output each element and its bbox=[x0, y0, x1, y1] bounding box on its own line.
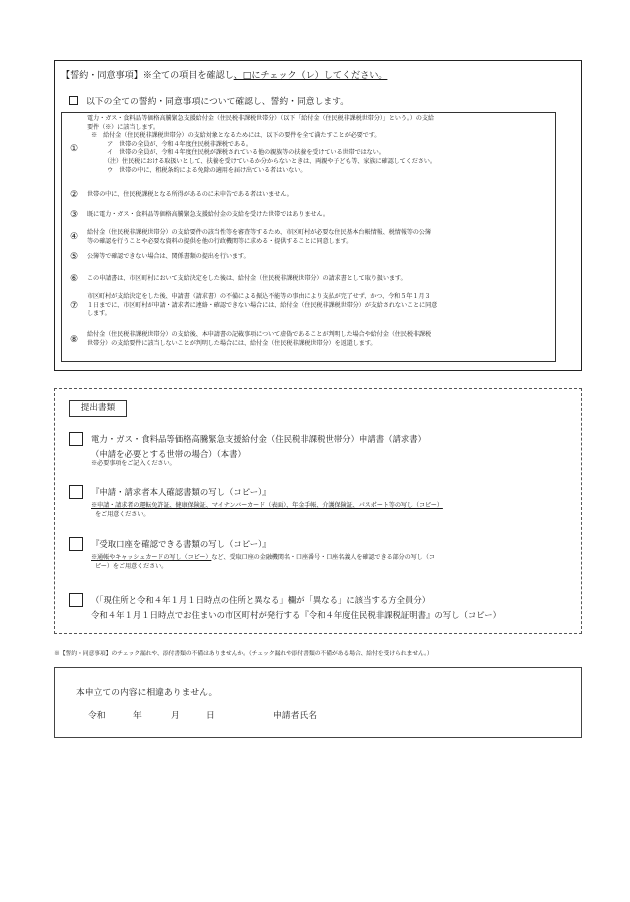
footnote: ※【誓約・同意事項】のチェック漏れや、添付書類の不備はありませんか。（チェック漏れや添付書類の不備がある場合、給付を受けられません。） bbox=[54, 651, 433, 657]
date-day: 日 bbox=[206, 711, 215, 721]
pledge-item-line: 電力・ガス・食料品等価格高騰緊急支援給付金（住民税非課税世帯分）（以下「給付金（住民税非課税世帯分）」という。）の支給 bbox=[87, 115, 434, 122]
pledge-item-number: ⑧ bbox=[69, 335, 79, 345]
agree-row bbox=[69, 94, 349, 107]
pledge-item-number: ③ bbox=[69, 210, 79, 220]
document-item-title: 電力・ガス・食料品等価格高騰緊急支援給付金（住民税非課税世帯分）申請書（請求書） bbox=[91, 434, 426, 444]
document-item-identity bbox=[69, 485, 573, 525]
pledge-item-1 bbox=[62, 115, 555, 173]
document-checkbox-application[interactable] bbox=[69, 432, 83, 446]
document-item-title: 『受取口座を確認できる書類の写し（コピー）』 bbox=[91, 539, 271, 549]
pledge-heading-instruction: 、□にチェック（レ）してください。 bbox=[233, 70, 388, 81]
document-item-title: （「現住所と令和４年１月１日時点の住所と異なる」欄が「異なる」に該当する方全員分） bbox=[91, 595, 431, 605]
document-item-note: ※通帳やキャッシュカードの写し（コピー） bbox=[91, 554, 212, 561]
date-year: 年 bbox=[133, 711, 142, 721]
declaration-statement: 本申立ての内容に相違ありません。 bbox=[76, 688, 218, 698]
pledge-item-number: ⑥ bbox=[69, 274, 79, 284]
document-item-bank bbox=[69, 537, 573, 577]
document-item-subtitle: （申請を必要とする世帯の場合）（本書） bbox=[91, 449, 246, 459]
agree-label: 以下の全ての誓約・同意事項について確認し、誓約・同意します。 bbox=[86, 97, 350, 107]
pledge-item-number: ④ bbox=[69, 232, 79, 242]
pledge-item-line: 公簿等で確認できない場合は、関係書類の提出を行います。 bbox=[87, 253, 250, 260]
agree-checkbox[interactable] bbox=[69, 96, 78, 105]
document-item-subtitle: 令和４年１月１日時点でお住まいの市区町村が発行する『令和４年度住民税非課税証明書』の写し（コピー） bbox=[91, 610, 502, 620]
pledge-item-number: ① bbox=[69, 144, 79, 154]
pledge-item-line: （注）住民税における取扱いとして、扶養を受けているか分からないときは、両親や子ども等、家族に確認してください。 bbox=[101, 157, 436, 165]
document-item-note: など、受取口座の金融機関名・口座番号・口座名義人を確認できる部分の写し（コ bbox=[211, 554, 435, 561]
pledge-item-line: イ 世帯の全員が、令和４年度住民税が課税されている他の親族等の扶養を受けている世帯ではない。 bbox=[101, 149, 385, 157]
pledge-item-line: ウ 世帯の中に、租税条約による免除の適用を届け出ている者はいない。 bbox=[101, 166, 307, 174]
applicant-name-label: 申請者氏名 bbox=[273, 711, 317, 721]
pledge-items-box bbox=[61, 112, 556, 362]
pledge-item-line: 世帯分）の支給要件に該当しないことが判明した場合には、給付金（住民税非課税世帯分）を返還します。 bbox=[87, 339, 377, 347]
document-item-note: ※必要事項をご記入ください。 bbox=[91, 460, 176, 467]
documents-section bbox=[54, 388, 582, 634]
pledge-item-line: 市区町村が支給決定をした後、申請書（請求書）の不備による振込不能等の事由により支払が完了せず、かつ、令和５年１月３ bbox=[87, 293, 431, 300]
pledge-item-line: 既に電力・ガス・食料品等価格高騰緊急支援給付金の支給を受けた世帯ではありません。 bbox=[87, 211, 329, 218]
pledge-item-number: ⑤ bbox=[69, 252, 79, 262]
pledge-item-line: 給付金（住民税非課税世帯分）の支給要件の該当性等を審査等するため、市区町村が必要な住民基本台帳情報、税情報等の公簿 bbox=[87, 229, 431, 236]
pledge-heading bbox=[61, 67, 387, 81]
pledge-item-line: 要件（※）に該当します。 bbox=[87, 123, 159, 131]
declaration-section bbox=[54, 667, 582, 738]
pledge-item-line: 給付金（住民税非課税世帯分）の支給後、本申請書の記載事項について虚偽であることが判明した場合や給付金（住民税非課税 bbox=[87, 331, 432, 338]
document-item-title: 『申請・請求者本人確認書類の写し（コピー）』 bbox=[91, 487, 271, 497]
pledge-item-line: 世帯の中に、住民税課税となる所得があるのに未申告である者はいません。 bbox=[87, 191, 293, 198]
pledge-item-line: この申請書は、市区町村において支給決定をした後は、給付金（住民税非課税世帯分）の請求書として取り扱います。 bbox=[87, 275, 407, 282]
document-checkbox-tax-certificate[interactable] bbox=[69, 593, 83, 607]
pledge-item-line: ア 世帯の全員が、令和４年度住民税非課税である。 bbox=[101, 140, 252, 148]
document-item-application bbox=[69, 432, 573, 472]
date-month: 月 bbox=[171, 711, 180, 721]
documents-title: 提出書類 bbox=[69, 400, 127, 417]
document-checkbox-identity[interactable] bbox=[69, 485, 83, 499]
pledge-item-line: 等の確認を行うことや必要な資料の提供を他の行政機関等に求める・提供することに同意します。 bbox=[87, 237, 353, 245]
pledge-item-number: ② bbox=[69, 190, 79, 200]
date-era: 令和 bbox=[88, 711, 106, 721]
document-item-note: ※申請・請求者の運転免許証、健康保険証、マイナンバーカード（表面）、年金手帳、介護保険証、パスポート等の写し（コピー） bbox=[91, 502, 443, 509]
pledge-item-line: １日までに、市区町村が申請・請求者に連絡・確認できない場合には、給付金（住民税非課税世帯分）が支給されないことに同意 bbox=[87, 301, 438, 309]
document-item-note: ピー）をご用意ください。 bbox=[95, 562, 168, 570]
pledge-item-line: ※ 給付金（住民税非課税世帯分）の支給対象となるためには、以下の要件を全て満たすことが必要です。 bbox=[91, 132, 381, 140]
pledge-heading-text: ※全ての項目を確認し bbox=[142, 70, 234, 81]
pledge-heading-bracket: 【誓約・同意事項】 bbox=[61, 70, 143, 81]
pledge-item-number: ⑦ bbox=[69, 301, 79, 311]
document-item-tax-certificate bbox=[69, 593, 573, 627]
document-checkbox-bank[interactable] bbox=[69, 537, 83, 551]
pledge-item-line: します。 bbox=[87, 310, 111, 318]
document-item-note: をご用意ください。 bbox=[95, 510, 150, 518]
